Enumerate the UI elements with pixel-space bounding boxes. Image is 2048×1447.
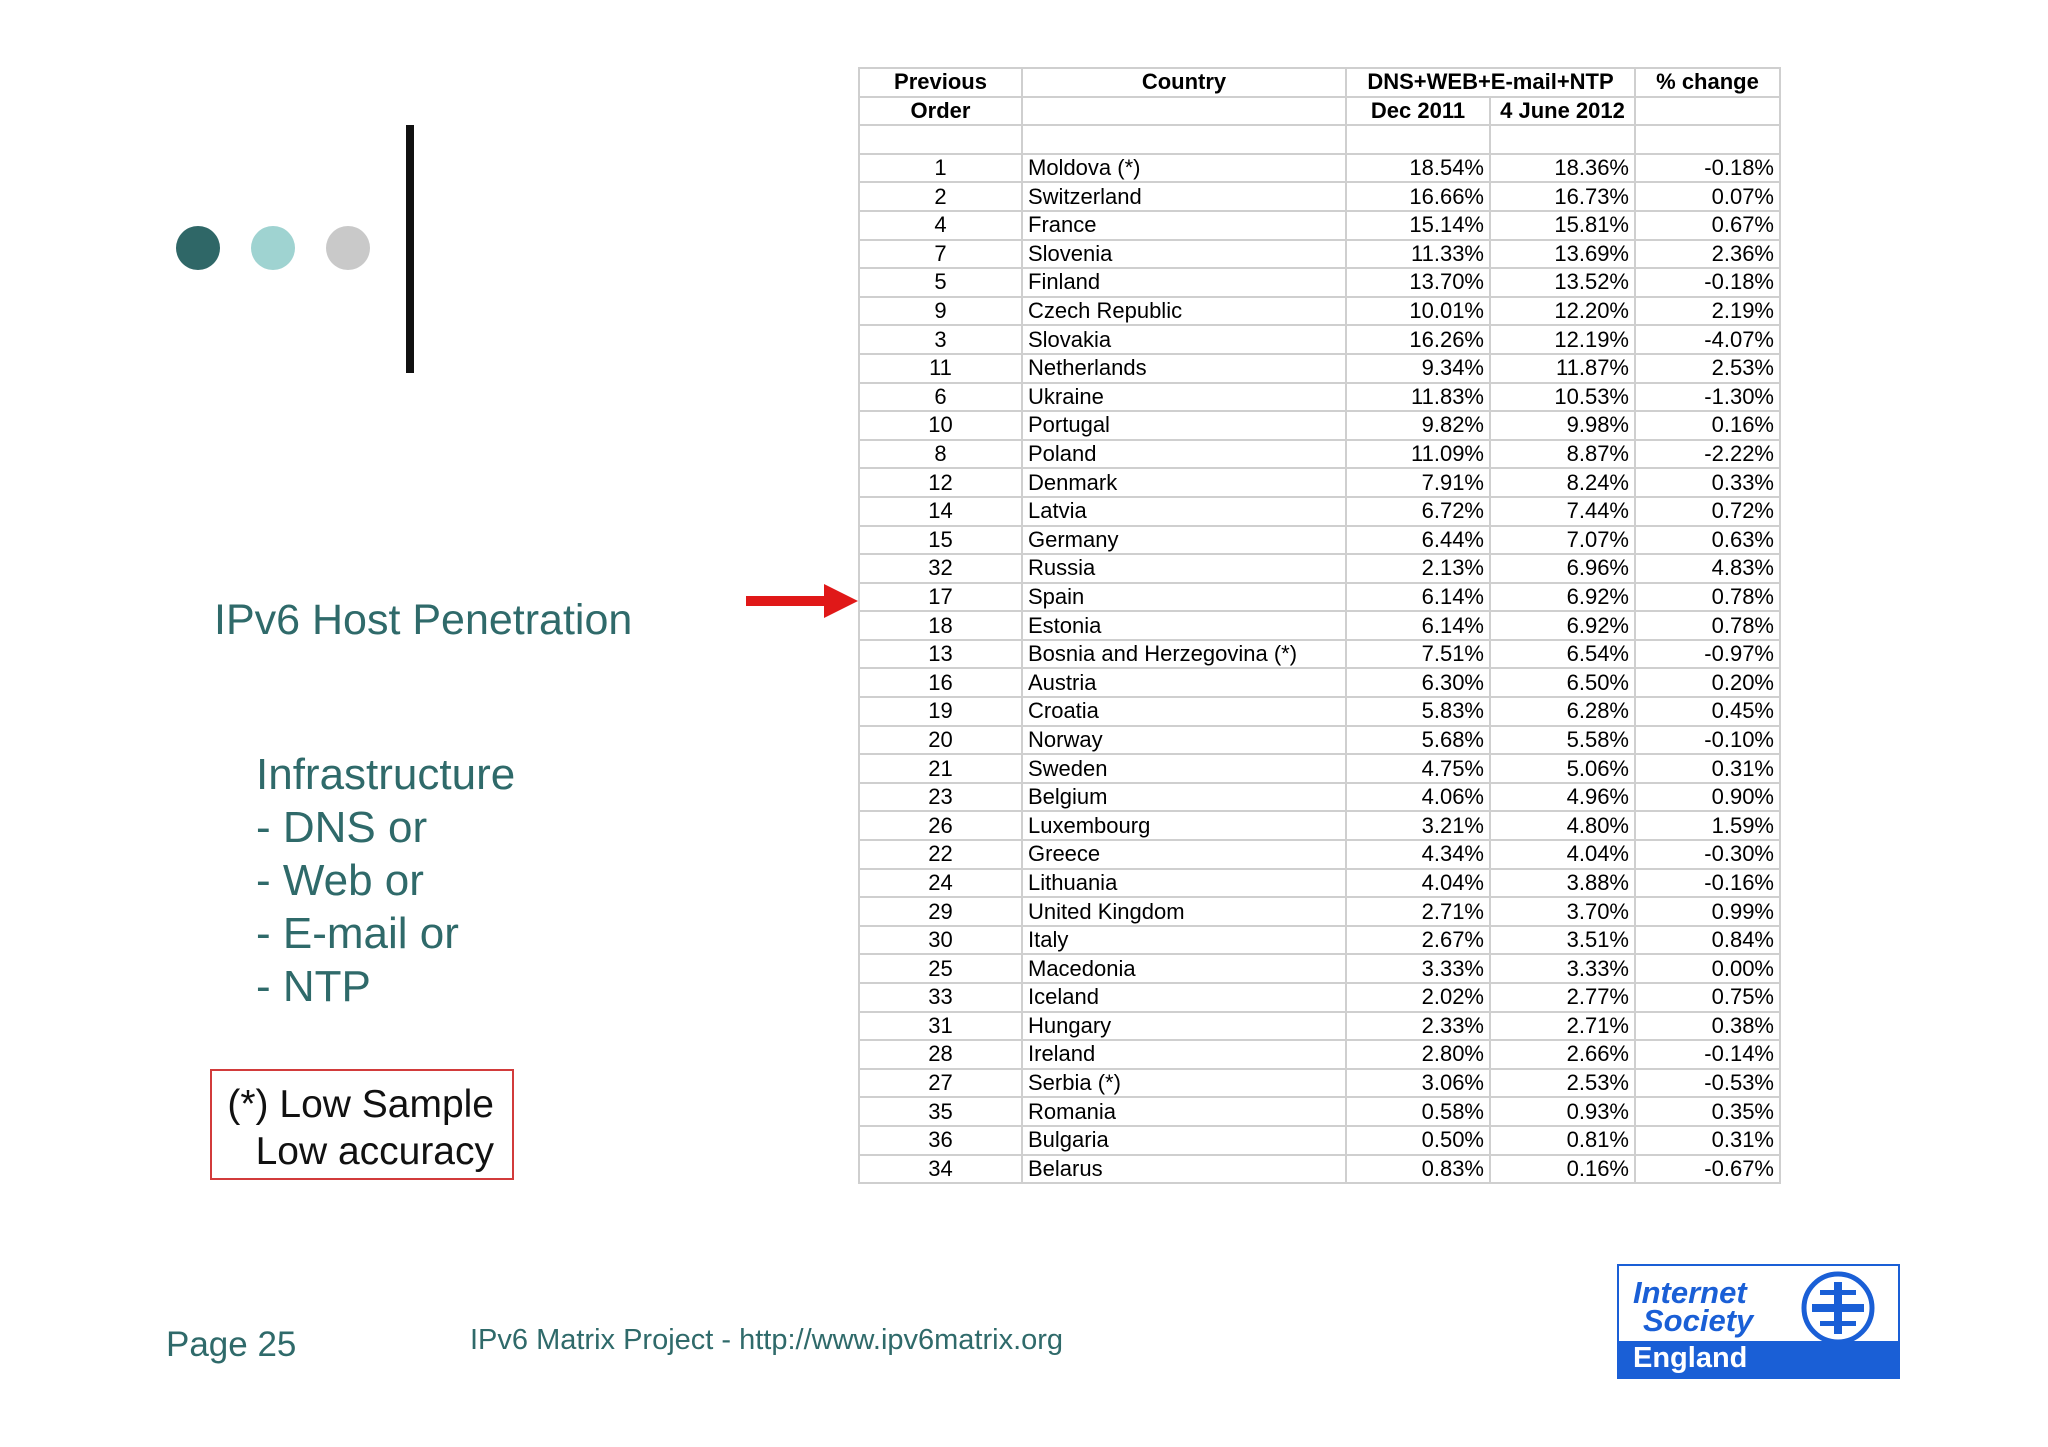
table-body: [859, 154, 1780, 1183]
june-2012-cell: 16.73%: [1490, 182, 1635, 211]
dot-dark: [176, 226, 220, 270]
june-2012-cell: 6.92%: [1490, 611, 1635, 640]
slide-title: IPv6 Host Penetration: [214, 596, 633, 644]
june-2012-cell: 3.51%: [1490, 926, 1635, 955]
dec-2011-cell: 4.04%: [1346, 869, 1490, 898]
internet-society-logo: [1617, 1264, 1900, 1379]
change-cell: 0.07%: [1635, 182, 1780, 211]
dec-2011-cell: 4.34%: [1346, 840, 1490, 869]
table-row: [859, 154, 1780, 183]
dec-2011-cell: 16.66%: [1346, 182, 1490, 211]
june-2012-cell: 12.20%: [1490, 297, 1635, 326]
dec-2011-cell: 11.09%: [1346, 440, 1490, 469]
table-row: [859, 783, 1780, 812]
country-cell: United Kingdom: [1022, 897, 1346, 926]
table-row: [859, 526, 1780, 555]
previous-order-cell: 21: [859, 754, 1022, 783]
country-cell: Ireland: [1022, 1040, 1346, 1069]
table-row: [859, 897, 1780, 926]
june-2012-cell: 8.87%: [1490, 440, 1635, 469]
country-cell: Moldova (*): [1022, 154, 1346, 183]
change-cell: -0.97%: [1635, 640, 1780, 669]
dec-2011-cell: 15.14%: [1346, 211, 1490, 240]
change-cell: 2.53%: [1635, 354, 1780, 383]
table-row: [859, 211, 1780, 240]
infra-line: Infrastructure: [256, 750, 516, 799]
country-cell: Finland: [1022, 268, 1346, 297]
country-cell: Greece: [1022, 840, 1346, 869]
country-cell: Romania: [1022, 1097, 1346, 1126]
table-row: [859, 583, 1780, 612]
note-line-2: Low accuracy: [255, 1130, 494, 1173]
june-2012-cell: 0.93%: [1490, 1097, 1635, 1126]
june-2012-cell: 12.19%: [1490, 325, 1635, 354]
country-cell: Norway: [1022, 726, 1346, 755]
country-cell: France: [1022, 211, 1346, 240]
previous-order-cell: 34: [859, 1155, 1022, 1184]
header-change: % change: [1635, 68, 1780, 97]
previous-order-cell: 12: [859, 468, 1022, 497]
dec-2011-cell: 2.67%: [1346, 926, 1490, 955]
table-row: [859, 697, 1780, 726]
june-2012-cell: 2.66%: [1490, 1040, 1635, 1069]
country-cell: Austria: [1022, 668, 1346, 697]
dec-2011-cell: 4.06%: [1346, 783, 1490, 812]
dec-2011-cell: 2.71%: [1346, 897, 1490, 926]
dec-2011-cell: 0.58%: [1346, 1097, 1490, 1126]
page-number: Page 25: [166, 1325, 297, 1364]
change-cell: 0.63%: [1635, 526, 1780, 555]
previous-order-cell: 20: [859, 726, 1022, 755]
country-cell: Slovakia: [1022, 325, 1346, 354]
table-row: [859, 611, 1780, 640]
dec-2011-cell: 2.13%: [1346, 554, 1490, 583]
country-cell: Bulgaria: [1022, 1126, 1346, 1155]
change-cell: 0.31%: [1635, 1126, 1780, 1155]
june-2012-cell: 9.98%: [1490, 411, 1635, 440]
dot-light: [251, 226, 295, 270]
change-cell: 4.83%: [1635, 554, 1780, 583]
previous-order-cell: 3: [859, 325, 1022, 354]
change-cell: 2.19%: [1635, 297, 1780, 326]
table-row: [859, 840, 1780, 869]
note-line-1: (*) Low Sample: [227, 1083, 494, 1126]
previous-order-cell: 11: [859, 354, 1022, 383]
previous-order-cell: 29: [859, 897, 1022, 926]
june-2012-cell: 3.88%: [1490, 869, 1635, 898]
june-2012-cell: 5.06%: [1490, 754, 1635, 783]
change-cell: 0.16%: [1635, 411, 1780, 440]
previous-order-cell: 4: [859, 211, 1022, 240]
header-previous: Previous: [859, 68, 1022, 97]
previous-order-cell: 16: [859, 668, 1022, 697]
country-cell: Belarus: [1022, 1155, 1346, 1184]
change-cell: 0.38%: [1635, 1012, 1780, 1041]
infrastructure-list: [256, 748, 515, 1013]
header-dec-2011: Dec 2011: [1346, 97, 1490, 126]
country-cell: Croatia: [1022, 697, 1346, 726]
change-cell: -1.30%: [1635, 383, 1780, 412]
change-cell: 0.78%: [1635, 611, 1780, 640]
country-cell: Netherlands: [1022, 354, 1346, 383]
previous-order-cell: 22: [859, 840, 1022, 869]
previous-order-cell: 14: [859, 497, 1022, 526]
globe-icon: [1788, 1268, 1888, 1348]
infra-line: - Web or: [256, 856, 424, 905]
table-row: [859, 668, 1780, 697]
dec-2011-cell: 2.02%: [1346, 983, 1490, 1012]
previous-order-cell: 10: [859, 411, 1022, 440]
change-cell: -0.16%: [1635, 869, 1780, 898]
june-2012-cell: 5.58%: [1490, 726, 1635, 755]
dec-2011-cell: 3.06%: [1346, 1069, 1490, 1098]
previous-order-cell: 2: [859, 182, 1022, 211]
dec-2011-cell: 9.34%: [1346, 354, 1490, 383]
dec-2011-cell: 16.26%: [1346, 325, 1490, 354]
dec-2011-cell: 0.83%: [1346, 1155, 1490, 1184]
change-cell: 0.72%: [1635, 497, 1780, 526]
change-cell: 0.20%: [1635, 668, 1780, 697]
table-row: [859, 240, 1780, 269]
table-row: [859, 1040, 1780, 1069]
june-2012-cell: 2.53%: [1490, 1069, 1635, 1098]
arrow-right-icon: [746, 584, 858, 618]
previous-order-cell: 33: [859, 983, 1022, 1012]
header-empty: [1635, 97, 1780, 126]
table-row: [859, 554, 1780, 583]
table-row: [859, 811, 1780, 840]
table-row: [859, 440, 1780, 469]
table-row: [859, 869, 1780, 898]
country-cell: Denmark: [1022, 468, 1346, 497]
june-2012-cell: 2.71%: [1490, 1012, 1635, 1041]
country-cell: Italy: [1022, 926, 1346, 955]
previous-order-cell: 15: [859, 526, 1022, 555]
table-row: [859, 383, 1780, 412]
change-cell: 0.90%: [1635, 783, 1780, 812]
table-row: [859, 325, 1780, 354]
change-cell: 0.35%: [1635, 1097, 1780, 1126]
spacer-row: [859, 125, 1780, 154]
change-cell: -0.18%: [1635, 268, 1780, 297]
change-cell: 0.31%: [1635, 754, 1780, 783]
change-cell: -0.18%: [1635, 154, 1780, 183]
country-cell: Luxembourg: [1022, 811, 1346, 840]
change-cell: 1.59%: [1635, 811, 1780, 840]
june-2012-cell: 4.80%: [1490, 811, 1635, 840]
change-cell: 0.78%: [1635, 583, 1780, 612]
table-row: [859, 297, 1780, 326]
change-cell: 0.45%: [1635, 697, 1780, 726]
previous-order-cell: 5: [859, 268, 1022, 297]
infra-line: - DNS or: [256, 803, 428, 852]
june-2012-cell: 13.52%: [1490, 268, 1635, 297]
table-row: [859, 954, 1780, 983]
change-cell: 2.36%: [1635, 240, 1780, 269]
dec-2011-cell: 6.44%: [1346, 526, 1490, 555]
table-row: [859, 468, 1780, 497]
country-cell: Spain: [1022, 583, 1346, 612]
previous-order-cell: 31: [859, 1012, 1022, 1041]
previous-order-cell: 23: [859, 783, 1022, 812]
change-cell: -0.14%: [1635, 1040, 1780, 1069]
previous-order-cell: 30: [859, 926, 1022, 955]
dec-2011-cell: 18.54%: [1346, 154, 1490, 183]
june-2012-cell: 3.33%: [1490, 954, 1635, 983]
previous-order-cell: 27: [859, 1069, 1022, 1098]
header-country: Country: [1022, 68, 1346, 97]
dec-2011-cell: 2.80%: [1346, 1040, 1490, 1069]
change-cell: 0.00%: [1635, 954, 1780, 983]
country-cell: Estonia: [1022, 611, 1346, 640]
dec-2011-cell: 3.21%: [1346, 811, 1490, 840]
country-cell: Germany: [1022, 526, 1346, 555]
change-cell: 0.33%: [1635, 468, 1780, 497]
country-cell: Belgium: [1022, 783, 1346, 812]
table-row: [859, 754, 1780, 783]
table-row: [859, 497, 1780, 526]
previous-order-cell: 25: [859, 954, 1022, 983]
country-cell: Bosnia and Herzegovina (*): [1022, 640, 1346, 669]
dec-2011-cell: 5.68%: [1346, 726, 1490, 755]
dec-2011-cell: 7.51%: [1346, 640, 1490, 669]
june-2012-cell: 6.28%: [1490, 697, 1635, 726]
dec-2011-cell: 11.83%: [1346, 383, 1490, 412]
dec-2011-cell: 7.91%: [1346, 468, 1490, 497]
logo-line-2: Society: [1643, 1303, 1754, 1338]
country-cell: Ukraine: [1022, 383, 1346, 412]
june-2012-cell: 0.81%: [1490, 1126, 1635, 1155]
change-cell: -2.22%: [1635, 440, 1780, 469]
header-row-2: [859, 97, 1780, 126]
header-empty: [1022, 97, 1346, 126]
infra-line: - E-mail or: [256, 909, 459, 958]
header-row-1: [859, 68, 1780, 97]
change-cell: -0.67%: [1635, 1155, 1780, 1184]
table-row: [859, 411, 1780, 440]
low-sample-note: [210, 1069, 514, 1180]
dec-2011-cell: 10.01%: [1346, 297, 1490, 326]
june-2012-cell: 4.96%: [1490, 783, 1635, 812]
previous-order-cell: 36: [859, 1126, 1022, 1155]
june-2012-cell: 0.16%: [1490, 1155, 1635, 1184]
table-row: [859, 726, 1780, 755]
previous-order-cell: 6: [859, 383, 1022, 412]
previous-order-cell: 19: [859, 697, 1022, 726]
logo-line-1: Internet: [1633, 1275, 1747, 1310]
country-cell: Switzerland: [1022, 182, 1346, 211]
dec-2011-cell: 11.33%: [1346, 240, 1490, 269]
ipv6-penetration-table: [858, 67, 1781, 1184]
table-row: [859, 926, 1780, 955]
country-cell: Latvia: [1022, 497, 1346, 526]
dec-2011-cell: 6.14%: [1346, 583, 1490, 612]
june-2012-cell: 6.50%: [1490, 668, 1635, 697]
country-cell: Poland: [1022, 440, 1346, 469]
table-row: [859, 268, 1780, 297]
logo-line-3: England: [1633, 1342, 1748, 1374]
country-cell: Slovenia: [1022, 240, 1346, 269]
june-2012-cell: 2.77%: [1490, 983, 1635, 1012]
dec-2011-cell: 6.72%: [1346, 497, 1490, 526]
june-2012-cell: 7.44%: [1490, 497, 1635, 526]
june-2012-cell: 6.96%: [1490, 554, 1635, 583]
header-group: DNS+WEB+E-mail+NTP: [1346, 68, 1635, 97]
dec-2011-cell: 5.83%: [1346, 697, 1490, 726]
june-2012-cell: 10.53%: [1490, 383, 1635, 412]
june-2012-cell: 11.87%: [1490, 354, 1635, 383]
table-row: [859, 354, 1780, 383]
change-cell: -0.30%: [1635, 840, 1780, 869]
header-june-2012: 4 June 2012: [1490, 97, 1635, 126]
june-2012-cell: 6.54%: [1490, 640, 1635, 669]
table-row: [859, 1012, 1780, 1041]
previous-order-cell: 24: [859, 869, 1022, 898]
table-row: [859, 640, 1780, 669]
change-cell: 0.75%: [1635, 983, 1780, 1012]
country-cell: Sweden: [1022, 754, 1346, 783]
dot-grey: [326, 226, 370, 270]
table-row: [859, 1155, 1780, 1184]
country-cell: Portugal: [1022, 411, 1346, 440]
previous-order-cell: 13: [859, 640, 1022, 669]
june-2012-cell: 4.04%: [1490, 840, 1635, 869]
dec-2011-cell: 6.14%: [1346, 611, 1490, 640]
change-cell: -0.10%: [1635, 726, 1780, 755]
country-cell: Serbia (*): [1022, 1069, 1346, 1098]
dec-2011-cell: 6.30%: [1346, 668, 1490, 697]
change-cell: 0.84%: [1635, 926, 1780, 955]
change-cell: 0.99%: [1635, 897, 1780, 926]
country-cell: Russia: [1022, 554, 1346, 583]
table-row: [859, 1126, 1780, 1155]
header-order: Order: [859, 97, 1022, 126]
vertical-divider: [406, 125, 414, 373]
previous-order-cell: 28: [859, 1040, 1022, 1069]
table-row: [859, 182, 1780, 211]
previous-order-cell: 9: [859, 297, 1022, 326]
dec-2011-cell: 2.33%: [1346, 1012, 1490, 1041]
previous-order-cell: 8: [859, 440, 1022, 469]
country-cell: Macedonia: [1022, 954, 1346, 983]
infra-line: - NTP: [256, 962, 371, 1011]
previous-order-cell: 32: [859, 554, 1022, 583]
country-cell: Iceland: [1022, 983, 1346, 1012]
june-2012-cell: 6.92%: [1490, 583, 1635, 612]
project-link[interactable]: IPv6 Matrix Project - http://www.ipv6matrix.org: [470, 1324, 1064, 1356]
change-cell: -4.07%: [1635, 325, 1780, 354]
previous-order-cell: 26: [859, 811, 1022, 840]
country-cell: Lithuania: [1022, 869, 1346, 898]
table-row: [859, 1097, 1780, 1126]
dec-2011-cell: 9.82%: [1346, 411, 1490, 440]
table-row: [859, 1069, 1780, 1098]
june-2012-cell: 3.70%: [1490, 897, 1635, 926]
table-row: [859, 983, 1780, 1012]
dec-2011-cell: 3.33%: [1346, 954, 1490, 983]
june-2012-cell: 18.36%: [1490, 154, 1635, 183]
dec-2011-cell: 4.75%: [1346, 754, 1490, 783]
june-2012-cell: 13.69%: [1490, 240, 1635, 269]
previous-order-cell: 17: [859, 583, 1022, 612]
previous-order-cell: 1: [859, 154, 1022, 183]
dec-2011-cell: 13.70%: [1346, 268, 1490, 297]
previous-order-cell: 35: [859, 1097, 1022, 1126]
previous-order-cell: 7: [859, 240, 1022, 269]
june-2012-cell: 15.81%: [1490, 211, 1635, 240]
change-cell: 0.67%: [1635, 211, 1780, 240]
country-cell: Hungary: [1022, 1012, 1346, 1041]
country-cell: Czech Republic: [1022, 297, 1346, 326]
dec-2011-cell: 0.50%: [1346, 1126, 1490, 1155]
june-2012-cell: 7.07%: [1490, 526, 1635, 555]
change-cell: -0.53%: [1635, 1069, 1780, 1098]
previous-order-cell: 18: [859, 611, 1022, 640]
june-2012-cell: 8.24%: [1490, 468, 1635, 497]
